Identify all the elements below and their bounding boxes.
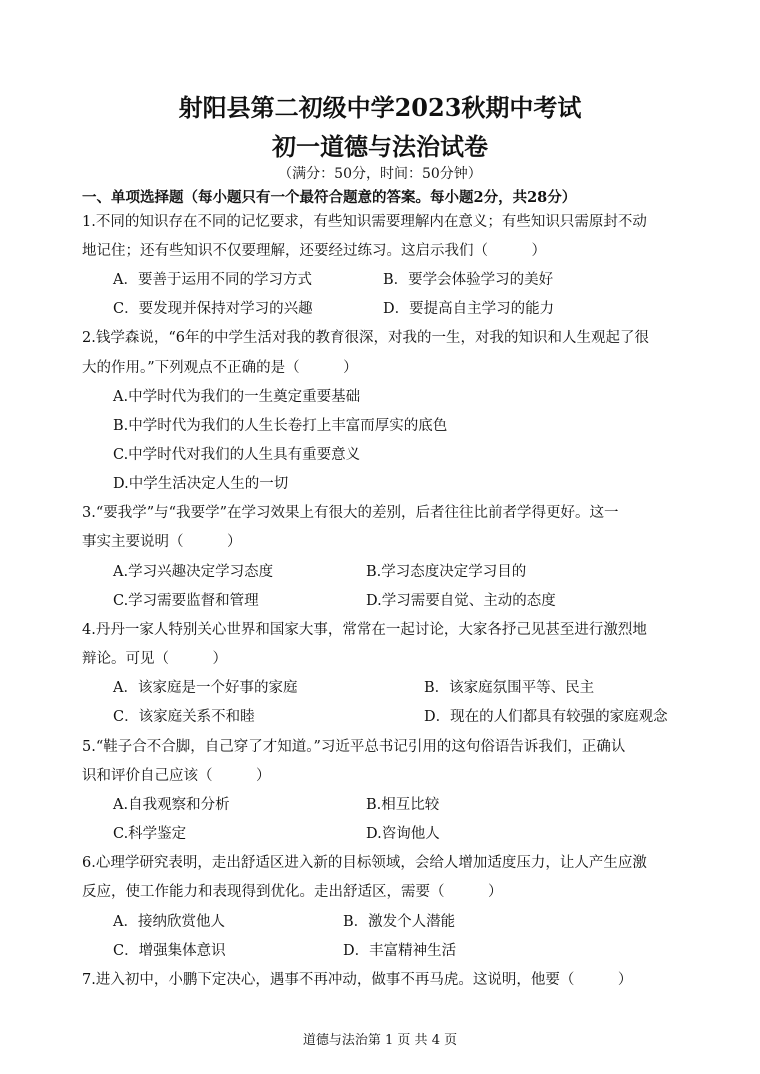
question-4-option-d: D．现在的人们都具有较强的家庭观念 (424, 709, 668, 725)
question-5-line-1: 5.“鞋子合不合脚，自己穿了才知道。”习近平总书记引用的这句俗语告诉我们，正确认 (82, 739, 626, 755)
question-6-line-1: 6.心理学研究表明，走出舒适区进入新的目标领域，会给人增加适度压力，让人产生应激 (82, 855, 647, 871)
question-6-option-b: B．激发个人潜能 (343, 914, 456, 930)
question-3-option-c: C.学习需要监督和管理 (113, 593, 259, 609)
question-1-option-b: B．要学会体验学习的美好 (383, 272, 554, 288)
question-6-option-d: D．丰富精神生活 (343, 943, 457, 959)
question-4-option-c: C．该家庭关系不和睦 (113, 709, 255, 725)
question-4-option-a: A．该家庭是一个好事的家庭 (113, 680, 298, 696)
question-5-option-c: C.科学鉴定 (113, 826, 187, 842)
question-5-line-2: 识和评价自己应该（ ） (82, 768, 271, 784)
question-1-option-c: C．要发现并保持对学习的兴趣 (113, 301, 313, 317)
question-6-option-c: C．增强集体意识 (113, 943, 226, 959)
question-4-option-b: B．该家庭氛围平等、民主 (424, 680, 595, 696)
question-4-line-2: 辩论。可见（ ） (82, 651, 227, 667)
page-footer: 道德与法治第 1 页 共 4 页 (302, 1033, 458, 1048)
question-5-option-d: D.咨询他人 (366, 826, 440, 842)
question-3-line-1: 3.“要我学”与“我要学”在学习效果上有很大的差别，后者往往比前者学得更好。这一 (82, 505, 619, 521)
question-1-line-1: 1.不同的知识存在不同的记忆要求，有些知识需要理解内在意义；有些知识只需原封不动 (82, 214, 647, 230)
question-2-line-1: 2.钱学森说，“6年的中学生活对我的教育很深，对我的一生，对我的知识和人生观起了很 (82, 330, 649, 346)
question-4-line-1: 4.丹丹一家人特别关心世界和国家大事，常常在一起讨论，大家各抒己见甚至进行激烈地 (82, 622, 647, 638)
question-1-option-d: D．要提高自主学习的能力 (383, 301, 555, 317)
question-3-option-b: B.学习态度决定学习目的 (366, 564, 527, 580)
question-3-option-a: A.学习兴趣决定学习态度 (113, 564, 274, 580)
question-6-option-a: A．接纳欣赏他人 (113, 914, 225, 930)
exam-title: 射阳县第二初级中学2023秋期中考试 (178, 93, 582, 122)
question-2-line-2: 大的作用。”下列观点不正确的是（ ） (82, 360, 358, 376)
exam-subject-title: 初一道德与法治试卷 (272, 132, 488, 161)
question-3-line-2: 事实主要说明（ ） (82, 534, 242, 550)
question-7-line-1: 7.进入初中，小鹏下定决心，遇事不再冲动，做事不再马虎。这说明，他要（ ） (82, 972, 633, 988)
question-2-option-d: D.中学生活决定人生的一切 (113, 476, 289, 492)
section-heading: 一、单项选择题（每小题只有一个最符合题意的答案。每小题2分，共28分） (82, 189, 577, 206)
question-3-option-d: D.学习需要自觉、主动的态度 (366, 593, 556, 609)
question-2-option-b: B.中学时代为我们的人生长卷打上丰富而厚实的底色 (113, 418, 448, 434)
question-5-option-b: B.相互比较 (366, 797, 440, 813)
question-1-option-a: A．要善于运用不同的学习方式 (113, 272, 312, 288)
exam-info: （满分：50分，时间：50分钟） (278, 166, 482, 182)
question-2-option-a: A.中学时代为我们的一生奠定重要基础 (113, 389, 361, 405)
question-2-option-c: C.中学时代对我们的人生具有重要意义 (113, 447, 361, 463)
question-5-option-a: A.自我观察和分析 (113, 797, 230, 813)
question-1-line-2: 地记住；还有些知识不仅要理解，还要经过练习。这启示我们（ ） (82, 243, 546, 259)
question-6-line-2: 反应，使工作能力和表现得到优化。走出舒适区，需要（ ） (82, 884, 503, 900)
